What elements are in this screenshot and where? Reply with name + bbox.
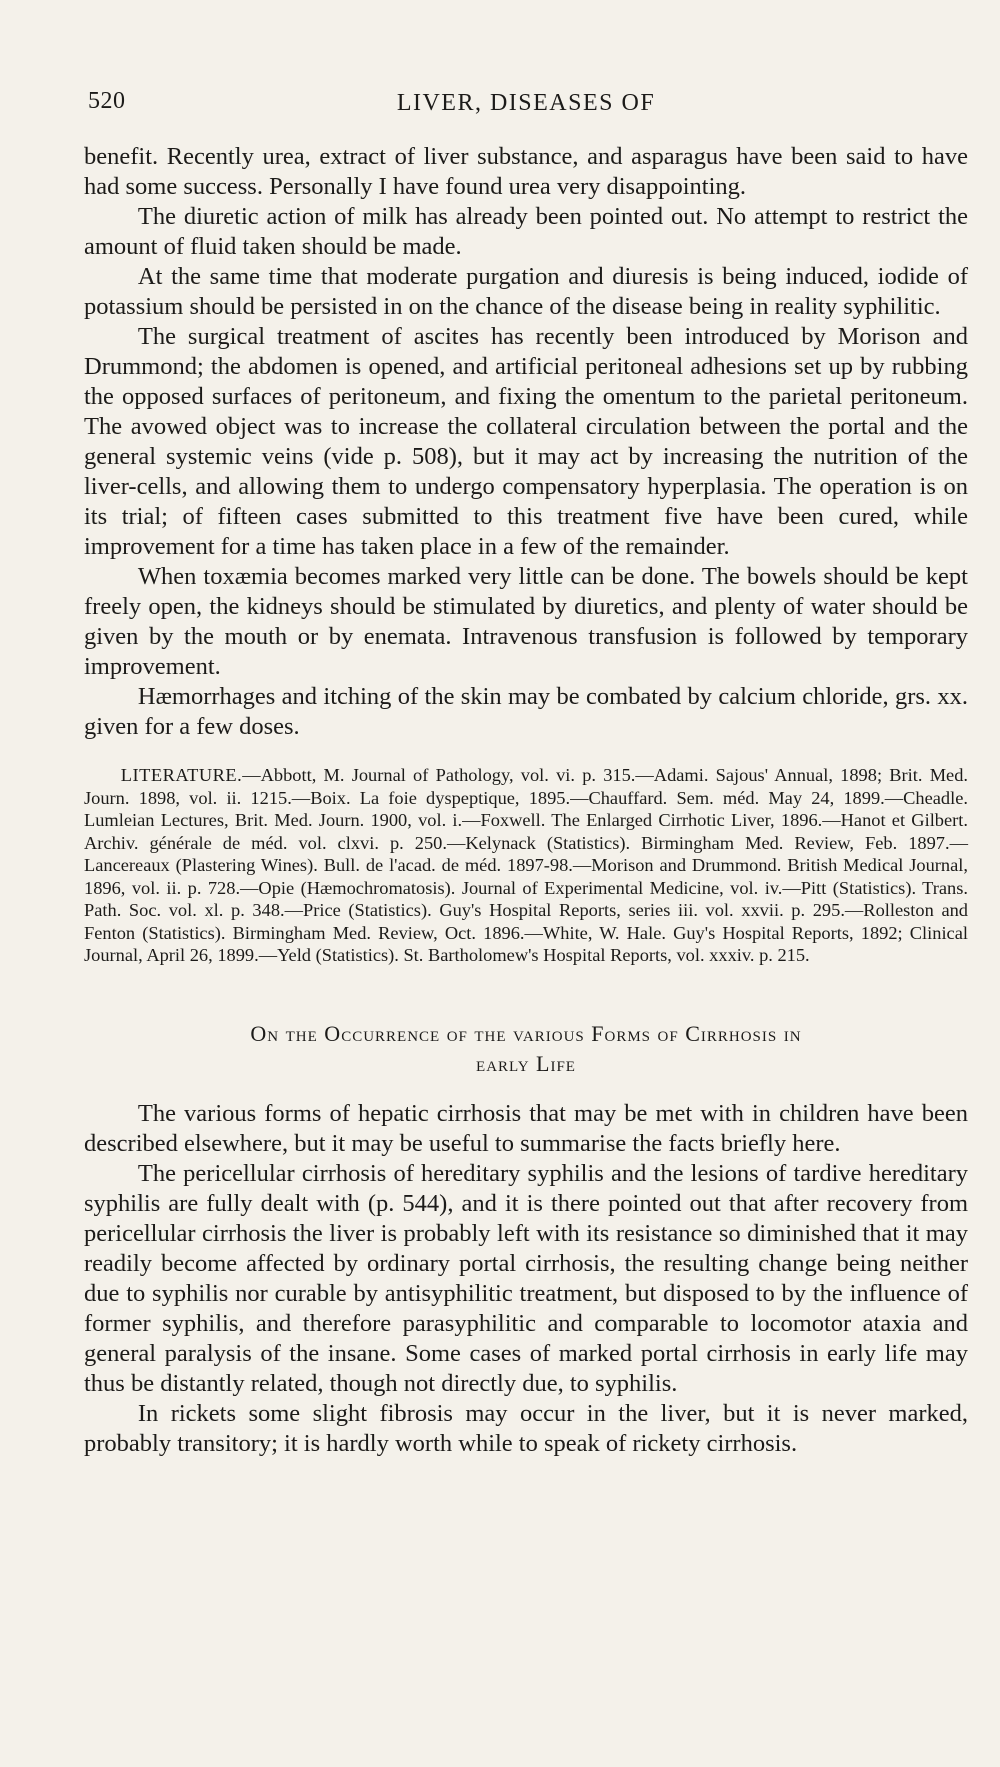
body-text bbox=[84, 142, 968, 742]
paragraph-cirrhosis-forms: The various forms of hepatic cirrhosis that may be met with in children have been described elsewhere, but it may be useful to summarise the facts briefly here. bbox=[84, 1099, 968, 1157]
section-heading-line-2: early Life bbox=[476, 1050, 576, 1076]
paragraph-pericellular-cirrhosis: The pericellular cirrhosis of hereditary syphilis and the lesions of tardive hereditary syphilis are fully dealt with (p. 544), and it is there pointed out that after recovery from pericellular cirrhosis the liver is probably left with its resistance so diminished that it may readily become affected by ordinary portal cirrhosis, the resulting change being neither due to syphilis nor curable by antisyphilitic treatment, but disposed to by the influence of former syphilis, and therefore parasyphilitic and comparable to locomotor ataxia and general paralysis of the insane. Some cases of marked portal cirrhosis in early life may thus be distantly related, though not directly due, to syphilis. bbox=[84, 1159, 968, 1397]
paragraph-surgical-treatment: The surgical treatment of ascites has recently been introduced by Morison and Drummond; the abdomen is opened, and artificial peritoneal adhesions set up by rubbing the opposed surfaces of peritoneum, and fixing the omentum to the parietal peritoneum. The avowed object was to increase the collateral circulation between the portal and the general systemic veins (vide p. 508), but it may act by increasing the nutrition of the liver-cells, and allowing them to undergo compensatory hyperplasia. The operation is on its trial; of fifteen cases submitted to this treatment five have been cured, while improvement for a time has taken place in a few of the remainder. bbox=[84, 323, 968, 560]
section-body bbox=[84, 1099, 968, 1459]
paragraph-rickets: In rickets some slight fibrosis may occur in the liver, but it is never marked, probably transitory; it is hardly worth while to speak of rickety cirrhosis. bbox=[84, 1399, 968, 1457]
paragraph-diuretic-milk: The diuretic action of milk has already been pointed out. No attempt to restrict the amount of fluid taken should be made. bbox=[84, 203, 968, 260]
book-page bbox=[84, 88, 968, 1748]
section-heading bbox=[84, 1019, 968, 1079]
paragraph-continuation: benefit. Recently urea, extract of liver substance, and asparagus have been said to have had some success. Personally I have found urea very disappointing. bbox=[84, 143, 968, 200]
literature-references bbox=[84, 764, 968, 967]
paragraph-haemorrhages: Hæmorrhages and itching of the skin may be combated by calcium chloride, grs. xx. given for a few doses. bbox=[84, 683, 968, 740]
paragraph-iodide-potassium: At the same time that moderate purgation and diuresis is being induced, iodide of potassium should be persisted in on the chance of the disease being in reality syphilitic. bbox=[84, 263, 968, 320]
running-title: LIVER, DISEASES OF bbox=[396, 90, 656, 116]
running-header bbox=[84, 88, 968, 128]
literature-text: —Abbott, M. Journal of Pathology, vol. vi. p. 315.—Adami. Sajous' Annual, 1898; Brit. Med. Journ. 1898, vol. ii. 1215.—Boix. La foie dyspeptique, 1895.—Chauffard. Sem. méd. May 24, 1899.—Cheadle. Lumleian Lectures, Brit. Med. Journ. 1900, vol. i.—Foxwell. The Enlarged Cirrhotic Liver, 1896.—Hanot et Gilbert. Archiv. générale de méd. vol. clxvi. p. 250.—Kelynack (Statistics). Birmingham Med. Review, Feb. 1897.—Lancereaux (Plastering Wines). Bull. de l'acad. de méd. 1897-98.—Morison and Drummond. British Medical Journal, 1896, vol. ii. p. 728.—Opie (Hæmochromatosis). Journal of Experimental Medicine, vol. iv.—Pitt (Statistics). Trans. Path. Soc. vol. xl. p. 348.—Price (Statistics). Guy's Hospital Reports, series iii. vol. xxvii. p. 295.—Rolleston and Fenton (Statistics). Birmingham Med. Review, Oct. 1896.—White, W. Hale. Guy's Hospital Reports, 1892; Clinical Journal, April 26, 1899.—Yeld (Statistics). St. Bartholomew's Hospital Reports, vol. xxxiv. p. 215. bbox=[84, 765, 968, 965]
literature-label: LITERATURE. bbox=[120, 765, 243, 785]
page-number: 520 bbox=[88, 88, 126, 114]
section-heading-line-1: On the Occurrence of the various Forms of Cirrhosis in bbox=[250, 1020, 802, 1046]
paragraph-toxaemia: When toxæmia becomes marked very little can be done. The bowels should be kept freely open, the kidneys should be stimulated by diuretics, and plenty of water should be given by the mouth or by enemata. Intravenous transfusion is followed by temporary improvement. bbox=[84, 563, 968, 680]
